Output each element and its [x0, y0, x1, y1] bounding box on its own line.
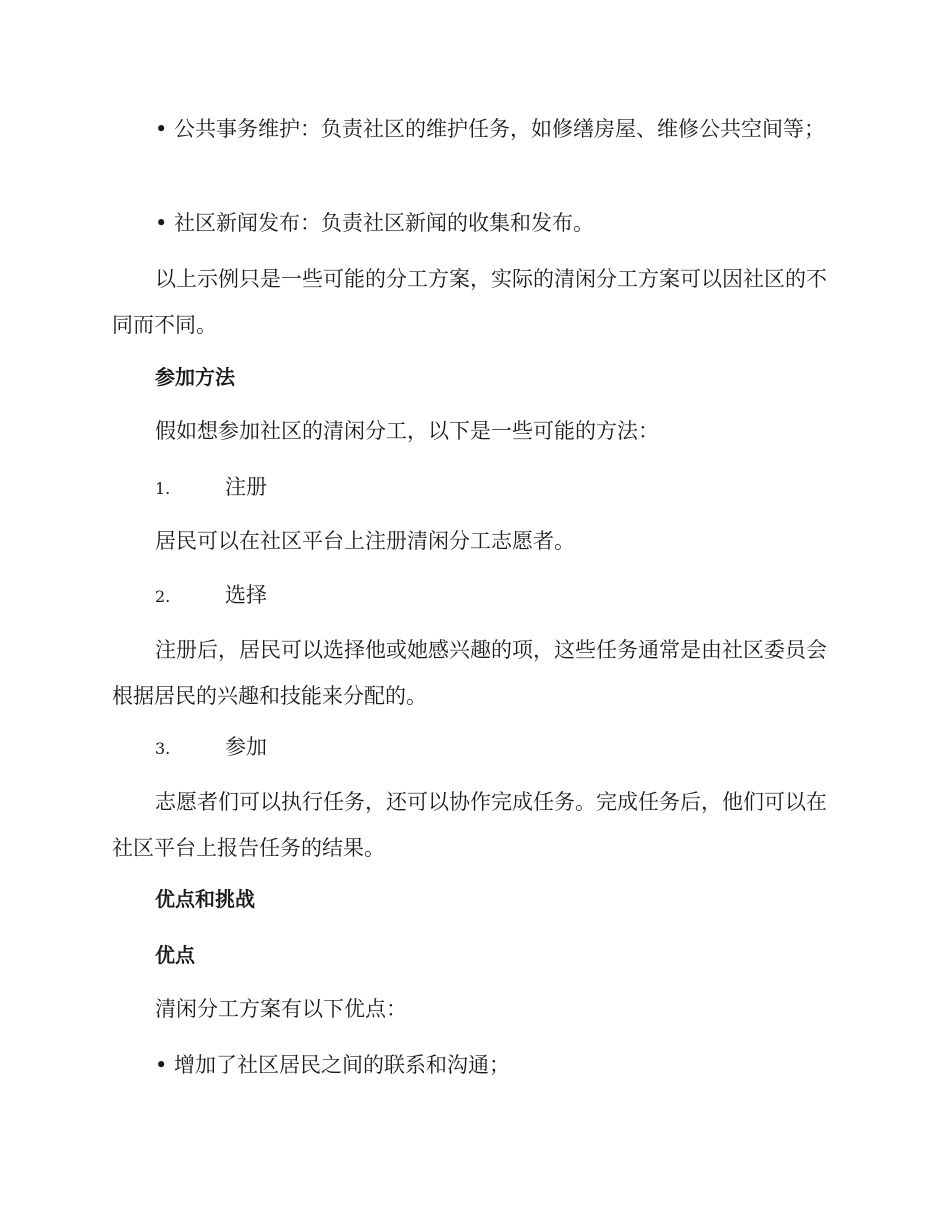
step-1-title: [155, 472, 267, 504]
step-2-title: [155, 580, 267, 612]
step-3-text: 志愿者们可以执行任务，还可以协作完成任务。完成任务后，他们可以在社区平台上报告任务的结果。: [112, 790, 827, 860]
heading-join-methods: 参加方法: [155, 365, 235, 389]
pros-intro-paragraph: 清闲分工方案有以下优点：: [155, 997, 407, 1021]
step-3-title: [155, 732, 267, 764]
step-number: 2.: [155, 587, 171, 606]
step-number: 1.: [155, 479, 171, 498]
step-title: 注册: [225, 475, 267, 499]
heading-pros: 优点: [155, 943, 195, 967]
join-intro-paragraph: 假如想参加社区的清闲分工，以下是一些可能的方法：: [155, 419, 659, 443]
bullet-public-maintenance: • 公共事务维护：负责社区的维护任务，如修缮房屋、维修公共空间等；: [155, 117, 826, 141]
bullet-community-news: • 社区新闻发布：负责社区新闻的收集和发布。: [155, 211, 595, 235]
step-2-text: 注册后，居民可以选择他或她感兴趣的项，这些任务通常是由社区委员会根据居民的兴趣和技能来分配的。: [112, 638, 827, 708]
step-title: 选择: [225, 583, 267, 607]
summary-paragraph: 以上示例只是一些可能的分工方案，实际的清闲分工方案可以因社区的不同而不同。: [112, 267, 827, 337]
step-1-text: 居民可以在社区平台上注册清闲分工志愿者。: [155, 529, 575, 553]
step-title: 参加: [225, 735, 267, 759]
heading-pros-and-challenges: 优点和挑战: [155, 887, 255, 911]
step-number: 3.: [155, 739, 171, 758]
pros-bullet-connection: • 增加了社区居民之间的联系和沟通；: [155, 1053, 511, 1077]
